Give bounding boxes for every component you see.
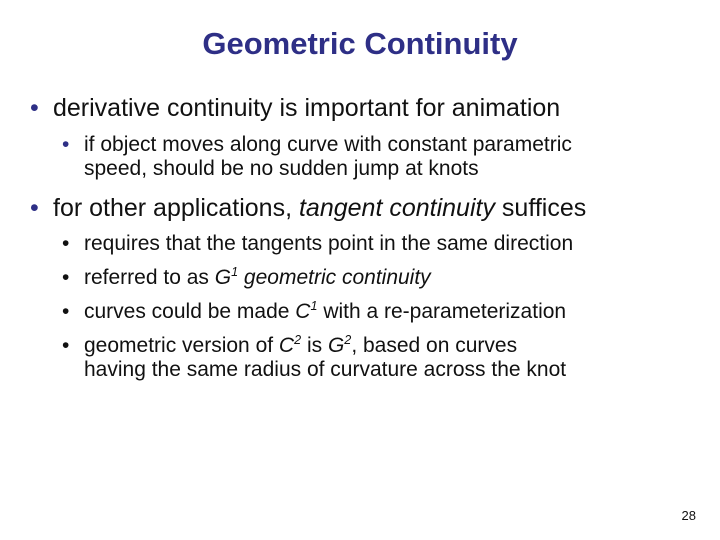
emphasis-tangent-continuity: tangent continuity	[298, 194, 495, 222]
bullet-marker: •	[62, 133, 70, 156]
subbullet-object-moves	[62, 133, 702, 181]
bullet-text: for other applications, tangent continuity suffices	[53, 194, 587, 222]
bullet-text: derivative continuity is important for animation	[53, 94, 561, 122]
bullet-marker: •	[62, 300, 70, 323]
subbullet-line-2: speed, should be no sudden jump at knots	[84, 157, 479, 181]
bullet-marker: •	[62, 334, 70, 357]
bullet-marker: •	[30, 94, 39, 122]
subbullet-text: referred to as $G^1$ geometric continuity	[84, 265, 431, 289]
bullet-marker: •	[30, 194, 39, 222]
subbullet-geometric-version	[62, 334, 712, 382]
bullet-marker: •	[62, 232, 70, 255]
subbullet-line-1: if object moves along curve with constant parametric	[84, 133, 572, 156]
subbullet-text: requires that the tangents point in the same direction	[84, 232, 574, 255]
page-number: 28	[681, 508, 696, 523]
bullet-marker: •	[62, 266, 70, 289]
slide-title: Geometric Continuity	[202, 26, 518, 61]
subbullet-line-2: having the same radius of curvature across the knot	[84, 358, 567, 382]
subbullet-line-1: geometric version of $C^2$ is $G^2$, based on curves	[84, 333, 518, 357]
subbullet-text: curves could be made $C^1$ with a re-parameterization	[84, 299, 567, 323]
